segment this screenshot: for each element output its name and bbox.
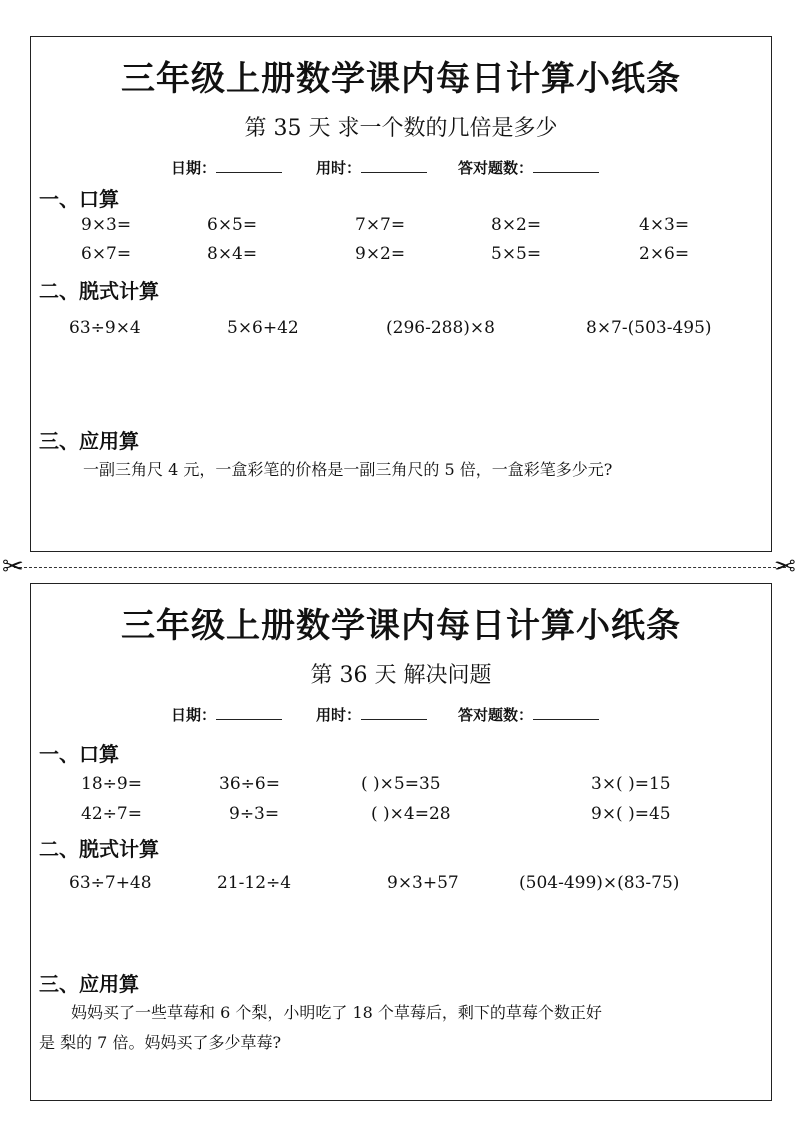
- oral-problem: 9×3=: [81, 215, 132, 235]
- worksheet-day-36: [30, 583, 772, 1101]
- worksheet-subtitle: 第 36 天 解决问题: [310, 663, 492, 688]
- step-calc-problem: 8×7-(503-495): [586, 318, 712, 338]
- section-word-problem-title: 三、应用算: [39, 972, 139, 996]
- date-blank[interactable]: [216, 705, 282, 720]
- oral-problem: 8×4=: [207, 244, 258, 264]
- worksheet-day-35: [30, 36, 772, 552]
- step-calc-problem: 5×6+42: [227, 318, 299, 338]
- time-blank[interactable]: [361, 158, 427, 173]
- oral-problem: ( )×4=28: [371, 804, 451, 824]
- word-problem-text-line2: 是 梨的 7 倍。妈妈买了多少草莓?: [39, 1033, 282, 1052]
- step-calc-problem: 21-12÷4: [217, 873, 292, 893]
- oral-problem: 42÷7=: [81, 804, 142, 824]
- oral-problem: 4×3=: [639, 215, 690, 235]
- section-oral-title: 一、口算: [39, 187, 119, 211]
- section-word-problem-title: 三、应用算: [39, 429, 139, 453]
- oral-problem: 3×( )=15: [591, 774, 671, 794]
- section-step-calc-title: 二、脱式计算: [39, 837, 159, 861]
- date-blank[interactable]: [216, 158, 282, 173]
- step-calc-problem: 9×3+57: [387, 873, 459, 893]
- oral-problem: 6×5=: [207, 215, 258, 235]
- oral-problem: ( )×5=35: [361, 774, 441, 794]
- oral-problem: 6×7=: [81, 244, 132, 264]
- scissors-icon: ✂: [2, 552, 24, 582]
- date-label: 日期：: [171, 706, 217, 724]
- word-problem-text: 一副三角尺 4 元，一盒彩笔的价格是一副三角尺的 5 倍，一盒彩笔多少元?: [83, 460, 613, 479]
- section-oral-title: 一、口算: [39, 742, 119, 766]
- time-blank[interactable]: [361, 705, 427, 720]
- correct-count-field[interactable]: [458, 704, 599, 725]
- oral-problem: 8×2=: [491, 215, 542, 235]
- word-problem-text-line1: 妈妈买了一些草莓和 6 个梨，小明吃了 18 个草莓后，剩下的草莓个数正好: [71, 1003, 602, 1022]
- date-field[interactable]: [171, 157, 282, 178]
- oral-problem: 9×2=: [355, 244, 406, 264]
- oral-problem: 2×6=: [639, 244, 690, 264]
- time-field[interactable]: [316, 704, 427, 725]
- correct-count-blank[interactable]: [533, 158, 599, 173]
- worksheet-subtitle: 第 35 天 求一个数的几倍是多少: [244, 116, 558, 141]
- step-calc-problem: 63÷7+48: [69, 873, 152, 893]
- oral-problem: 36÷6=: [219, 774, 280, 794]
- oral-problem: 7×7=: [355, 215, 406, 235]
- cut-line: [14, 567, 786, 568]
- time-field[interactable]: [316, 157, 427, 178]
- section-step-calc-title: 二、脱式计算: [39, 279, 159, 303]
- step-calc-problem: 63÷9×4: [69, 318, 141, 338]
- date-field[interactable]: [171, 704, 282, 725]
- oral-problem: 9×( )=45: [591, 804, 671, 824]
- step-calc-problem: (296-288)×8: [386, 318, 495, 338]
- date-label: 日期：: [171, 159, 217, 177]
- oral-problem: 18÷9=: [81, 774, 142, 794]
- worksheet-title: 三年级上册数学课内每日计算小纸条: [121, 606, 681, 646]
- scissors-icon: ✂: [774, 552, 796, 582]
- oral-problem: 5×5=: [491, 244, 542, 264]
- correct-count-field[interactable]: [458, 157, 599, 178]
- time-label: 用时：: [316, 159, 362, 177]
- worksheet-title: 三年级上册数学课内每日计算小纸条: [121, 59, 681, 99]
- correct-count-label: 答对题数：: [458, 159, 534, 177]
- oral-problem: 9÷3=: [229, 804, 280, 824]
- correct-count-blank[interactable]: [533, 705, 599, 720]
- correct-count-label: 答对题数：: [458, 706, 534, 724]
- step-calc-problem: (504-499)×(83-75): [519, 873, 680, 893]
- time-label: 用时：: [316, 706, 362, 724]
